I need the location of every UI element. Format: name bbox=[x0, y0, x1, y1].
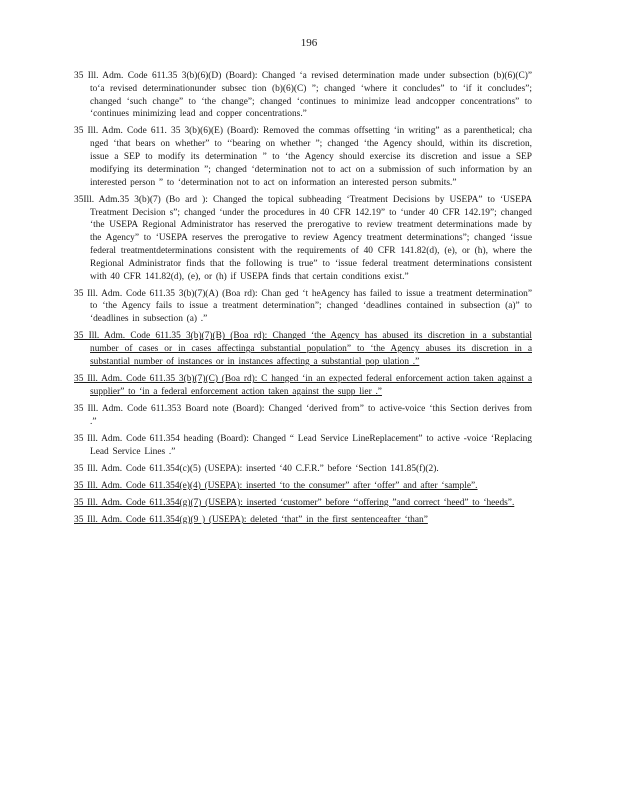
amendment-entry: 35 Ill. Adm. Code 611.35 3(b)(7)(A) (Boa rd): Chan ged ‘t heAgency has failed to issue a treatment determination” to ‘the Agency fails to issue a treatment determination”; changed ‘deadlines contained in subsection (a)” to ‘deadlines in subsection (a) .” bbox=[74, 288, 532, 325]
amendment-entry: 35 Ill. Adm. Code 611.353 Board note (Board): Changed ‘derived from” to active-voice ‘this Section derives from .” bbox=[74, 403, 532, 427]
amendment-entry: 35 Ill. Adm. Code 611.35 3(b)(7)(C) (Boa rd): C hanged ‘in an expected federal enforcement action taken against a supplier” to ‘in a federal enforcement action taken against the supp lier .” bbox=[74, 374, 532, 397]
amendment-list bbox=[74, 70, 532, 531]
amendment-entry: 35 Ill. Adm. Code 611.354(e)(4) (USEPA): inserted ‘to the consumer” after ‘offer” and after ‘sample”. bbox=[74, 480, 478, 491]
amendment-entry: 35 Ill. Adm. Code 611.35 3(b)(6)(D) (Board): Changed ‘a revised determination made under subsection (b)(6)(C)” to‘a revised determinationunder subsec tion (b)(6)(C) ”; changed ‘where it concludes” to ‘if it concludes”; changed ‘such change” to ‘the change”; changed ‘continues to minimize lead andcopper concentrations” to ‘continues minimizing lead and copper concentrations.” bbox=[74, 71, 532, 120]
amendment-entry: 35 Ill. Adm. Code 611.35 3(b)(7)(B) (Boa rd): Changed ‘the Agency has abused its discretion in a substantial number of cases or in cases affectinga substantial population” to ‘the Agency abuses its discretion in a substantial number of instances or in instances affecting a substantial pop ulation .” bbox=[74, 331, 532, 367]
amendment-entry: 35 Ill. Adm. Code 611.354 heading (Board): Changed “ Lead Service LineReplacement” to active -voice ‘Replacing Lead Service Lines .” bbox=[74, 433, 532, 457]
page-number: 196 bbox=[300, 37, 318, 49]
amendment-entry: 35 Ill. Adm. Code 611. 35 3(b)(6)(E) (Board): Removed the commas offsetting ‘in writing” as a parenthetical; cha nged ‘that bears on whether” to ‘‘bearing on whether ”; changed ‘the Agency should, within its discretion, issue a SEP to modify its determination ” to ‘the Agency should exercise its discretion and issue a SEP modifying its determination ”; changed ‘determination not to act on a submission of such information by an interested person ” to ‘determination not to act on information an interested person submits.” bbox=[74, 126, 532, 188]
amendment-entry: 35 Ill. Adm. Code 611.354(c)(5) (USEPA): inserted ‘40 C.F.R.” before ‘Section 141.85(f)(2). bbox=[74, 463, 439, 474]
amendment-entry: 35 Ill. Adm. Code 611.354(g)(9 ) (USEPA): deleted ‘that” in the first sentenceafter ‘than” bbox=[74, 514, 428, 525]
amendment-entry: 35 Ill. Adm. Code 611.354(g)(7) (USEPA): inserted ‘customer” before ‘‘offering ”and correct ‘heed” to ‘heeds”. bbox=[74, 497, 515, 508]
amendment-entry: 35Ill. Adm.35 3(b)(7) (Bo ard ): Changed the topical subheading ‘Treatment Decisions by USEPA” to ‘USEPA Treatment Decision s”; changed ‘under the procedures in 40 CFR 142.19” to ‘under 40 CFR 142.19”; changed ‘the USEPA Regional Administrator has reserved the prerogative to review treatment determinations made by the Agency” to ‘USEPA reserves the prerogative to review Agency treatment determinations”; changed ‘issue federal treatmentdeterminations consistent with the requirements of 40 CFR 141.82(d), (e), or (h), where the Regional Administrator finds that the following is true” to ‘issue federal treatment determinations consistent with 40 CFR 141.82(d), (e), or (h) if USEPA finds that certain conditions exist.” bbox=[74, 194, 532, 282]
